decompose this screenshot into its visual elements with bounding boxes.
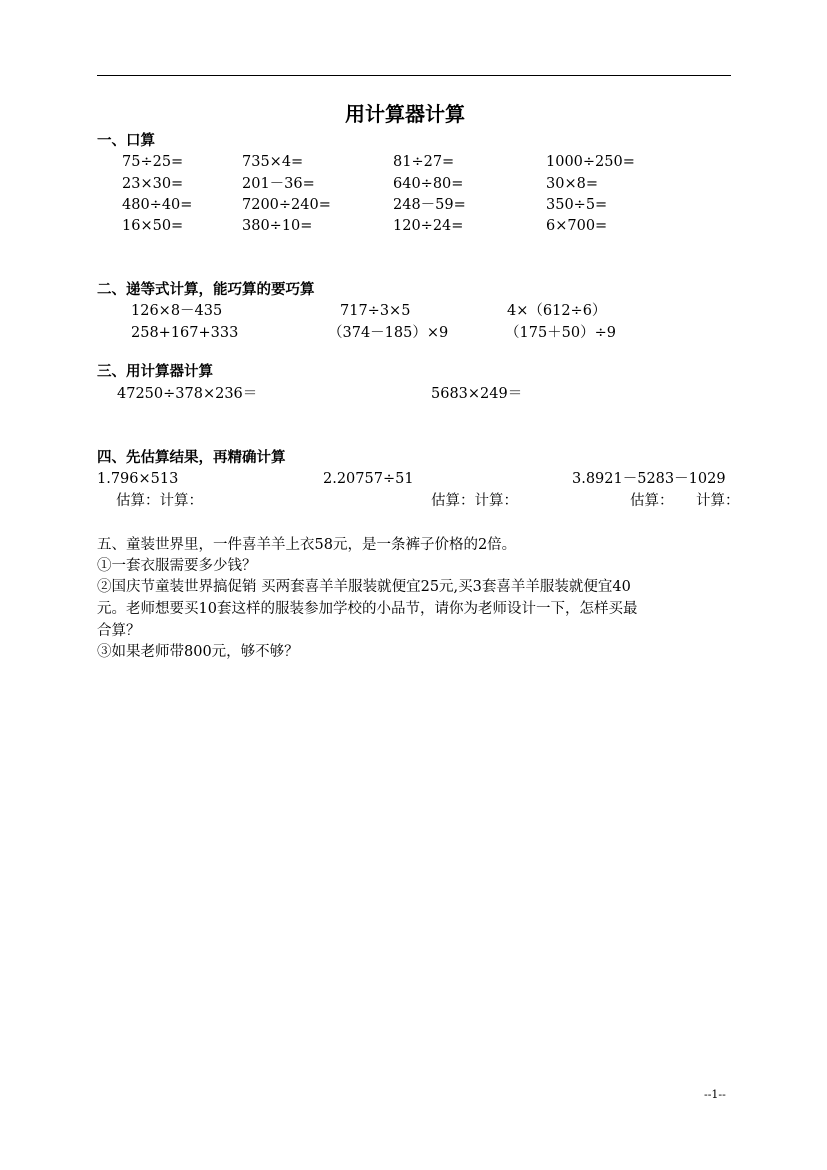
s1-item: 201－36= xyxy=(242,176,315,192)
header-rule xyxy=(97,75,731,76)
s5-question: ③如果老师带800元，够不够？ xyxy=(97,644,299,660)
s1-item: 6×700= xyxy=(546,218,608,234)
s2-item: 258+167+333 xyxy=(131,325,239,341)
s1-item: 75÷25= xyxy=(122,154,184,170)
s1-item: 640÷80= xyxy=(393,176,464,192)
s1-item: 350÷5= xyxy=(546,197,608,213)
s1-item: 735×4= xyxy=(242,154,304,170)
s1-item: 480÷40= xyxy=(122,197,193,213)
section-4-heading: 四、先估算结果，再精确计算 xyxy=(97,449,286,466)
s4-item: 2.20757÷51 xyxy=(323,471,414,487)
page-number: --1-- xyxy=(704,1088,726,1101)
s1-item: 81÷27= xyxy=(393,154,455,170)
s1-item: 248－59= xyxy=(393,197,466,213)
s4-item: 1.796×513 xyxy=(97,471,179,487)
s2-item: 126×8－435 xyxy=(131,303,223,319)
s3-item: 5683×249＝ xyxy=(431,386,523,402)
s2-item: （374－185）×9 xyxy=(328,325,449,341)
s4-estimate-label: 估算：计算： xyxy=(116,493,203,509)
s1-item: 30×8= xyxy=(546,176,598,192)
section-3-heading: 三、用计算器计算 xyxy=(97,363,213,380)
section-5-heading: 五、童装世界里，一件喜羊羊上衣58元，是一条裤子价格的2倍。 xyxy=(97,537,517,553)
s5-question-cont: 元。老师想要买10套这样的服装参加学校的小品节，请你为老师设计一下，怎样买最 xyxy=(97,601,638,617)
s5-question: ①一套衣服需要多少钱？ xyxy=(97,558,257,574)
s5-question: ②国庆节童装世界搞促销 买两套喜羊羊服装就便宜25元,买3套喜羊羊服装就便宜40 xyxy=(97,579,631,595)
s1-item: 120÷24= xyxy=(393,218,464,234)
s4-calc-label: 计算： xyxy=(696,493,740,509)
section-2-heading: 二、递等式计算，能巧算的要巧算 xyxy=(97,281,315,298)
section-1-heading: 一、口算 xyxy=(97,132,155,149)
s4-item: 3.8921－5283－1029 xyxy=(572,471,726,487)
s1-item: 23×30= xyxy=(122,176,184,192)
s5-question-cont: 合算？ xyxy=(97,623,141,639)
s1-item: 16×50= xyxy=(122,218,184,234)
s2-item: （175＋50）÷9 xyxy=(505,325,617,341)
page-title: 用计算器计算 xyxy=(345,102,465,126)
s3-item: 47250÷378×236＝ xyxy=(117,386,258,402)
s1-item: 1000÷250= xyxy=(546,154,635,170)
s2-item: 4×（612÷6） xyxy=(507,303,607,319)
s4-estimate-label: 估算：计算： xyxy=(431,493,518,509)
s1-item: 380÷10= xyxy=(242,218,313,234)
s1-item: 7200÷240= xyxy=(242,197,331,213)
s4-estimate-label: 估算： xyxy=(630,493,674,509)
s2-item: 717÷3×5 xyxy=(340,303,411,319)
